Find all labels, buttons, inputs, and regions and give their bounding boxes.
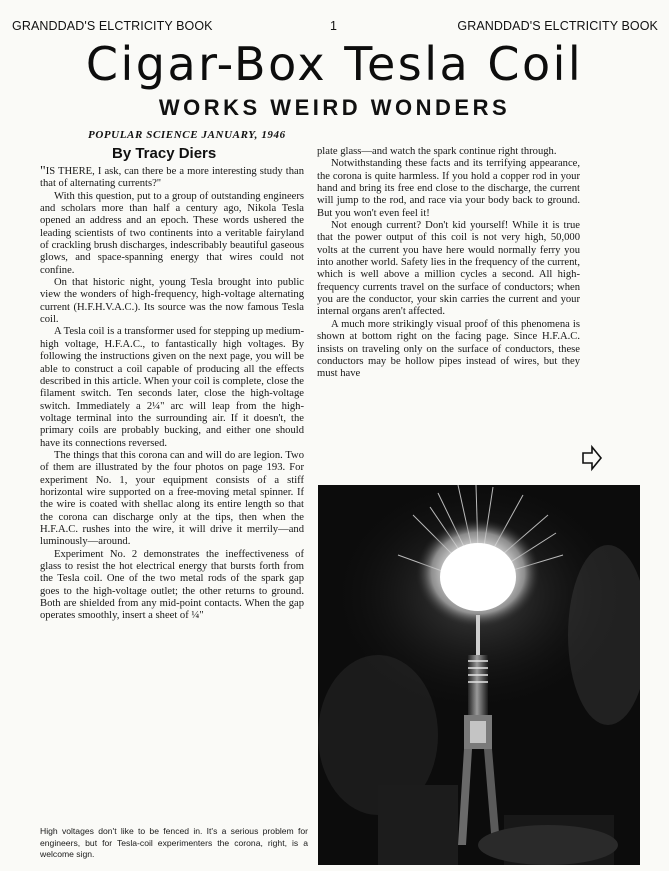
running-header-right: GRANDDAD'S ELCTRICITY BOOK [457, 19, 658, 33]
paragraph: A Tesla coil is a transformer used for stepping up medium-high voltage, H.F.A.C., to fantastically high voltages. By following the instructions given on the next page, you will be able to construct a coil capable of producing all the effects described in this article. When your coil is complete, close the filament switch. Ten seconds later, close the high-voltage switch. Immediately a 2¼" arc will leap from the high-voltage terminal into the surrounding air. If it doesn't, the primary coils are probably bucking, and either one should have its connections reversed. [40, 326, 304, 449]
photo-caption: High voltages don't like to be fenced in. It's a serious problem for engineers, but for Tesla-coil experimenters the corona, right, is a welcome sign. [40, 826, 308, 860]
running-header-left: GRANDDAD'S ELCTRICITY BOOK [12, 19, 213, 33]
article-column-left [40, 166, 304, 826]
article-column-right [317, 146, 580, 476]
paragraph: plate glass—and watch the spark continue right through. [317, 146, 557, 157]
source-line: POPULAR SCIENCE JANUARY, 1946 [88, 129, 286, 141]
paragraph-text: IS THERE, I ask, can there be a more interesting study than that of alternating currents?" [40, 166, 304, 190]
opening-quote-mark: " [40, 166, 46, 179]
article-subtitle: WORKS WEIRD WONDERS [158, 95, 511, 120]
paragraph: A much more strikingly visual proof of this phenomena is shown at bottom right on the facing page. Since H.F.A.C. insists on traveling only on the surface of conductors, these conductors may be hollow pipes instead of wires, but they must have [317, 318, 580, 380]
tesla-coil-corona-photo [318, 485, 640, 865]
paragraph: Notwithstanding these facts and its terrifying appearance, the corona is quite harmless. If you hold a copper rod in your hand and bring its free end close to the discharge, the current will jump to the rod, and race via your body back to ground. But you won't even feel it! [317, 158, 580, 219]
right-arrow-outline-icon [581, 444, 603, 472]
paragraph: On that historic night, young Tesla brought into public view the wonders of high-frequency, high-voltage alternating current (H.F.H.V.A.C.). Its source was the now famous Tesla coil. [40, 277, 304, 326]
page-number: 1 [330, 19, 338, 33]
paragraph: With this question, put to a group of outstanding engineers and scholars more than half a century ago, Nikola Tesla opened an address and an epoch. These words ushered the leading scientists of two continents into a veritable fairyland of crackling brush discharges, indescribably beautiful gaseous glows, and space-spanning energy that wires could not confine. [40, 190, 304, 276]
paragraph: The things that this corona can and will do are legion. Two of them are illustrated by the four photos on page 193. For experiment No. 1, your equipment consists of a stiff horizontal wire supported on a free-moving metal spinner. If the wire is coated with shellac along its entire length so that the corona can discharge only at the tips, then when the H.F.A.C. rushes into the wire, it will drive it merrily—and luminously—around. [40, 449, 304, 548]
paragraph: Not enough current? Don't kid yourself! While it is true that the power output of this coil is not very high, 50,000 volts at the current you have here would normally ferry you into another world. Safety lies in the frequency of the current, which is well above a million cycles a second. All high-frequency currents travel on the surface of conductors; when you are the conductor, your skin carries the current and your internal organs aren't affected. [317, 220, 580, 318]
author-byline: By Tracy Diers [112, 145, 217, 162]
paragraph: Experiment No. 2 demonstrates the ineffectiveness of glass to resist the hot electrical energy that bursts forth from the Tesla coil. One of the two metal rods of the spark gap goes to the high-voltage outlet; the other returns to ground. Both are shielded from any mid-point contacts. When the gap operates smoothly, insert a sheet of ¼" [40, 548, 304, 622]
paragraph [40, 166, 304, 191]
article-title: Cigar-Box Tesla Coil [85, 37, 584, 91]
